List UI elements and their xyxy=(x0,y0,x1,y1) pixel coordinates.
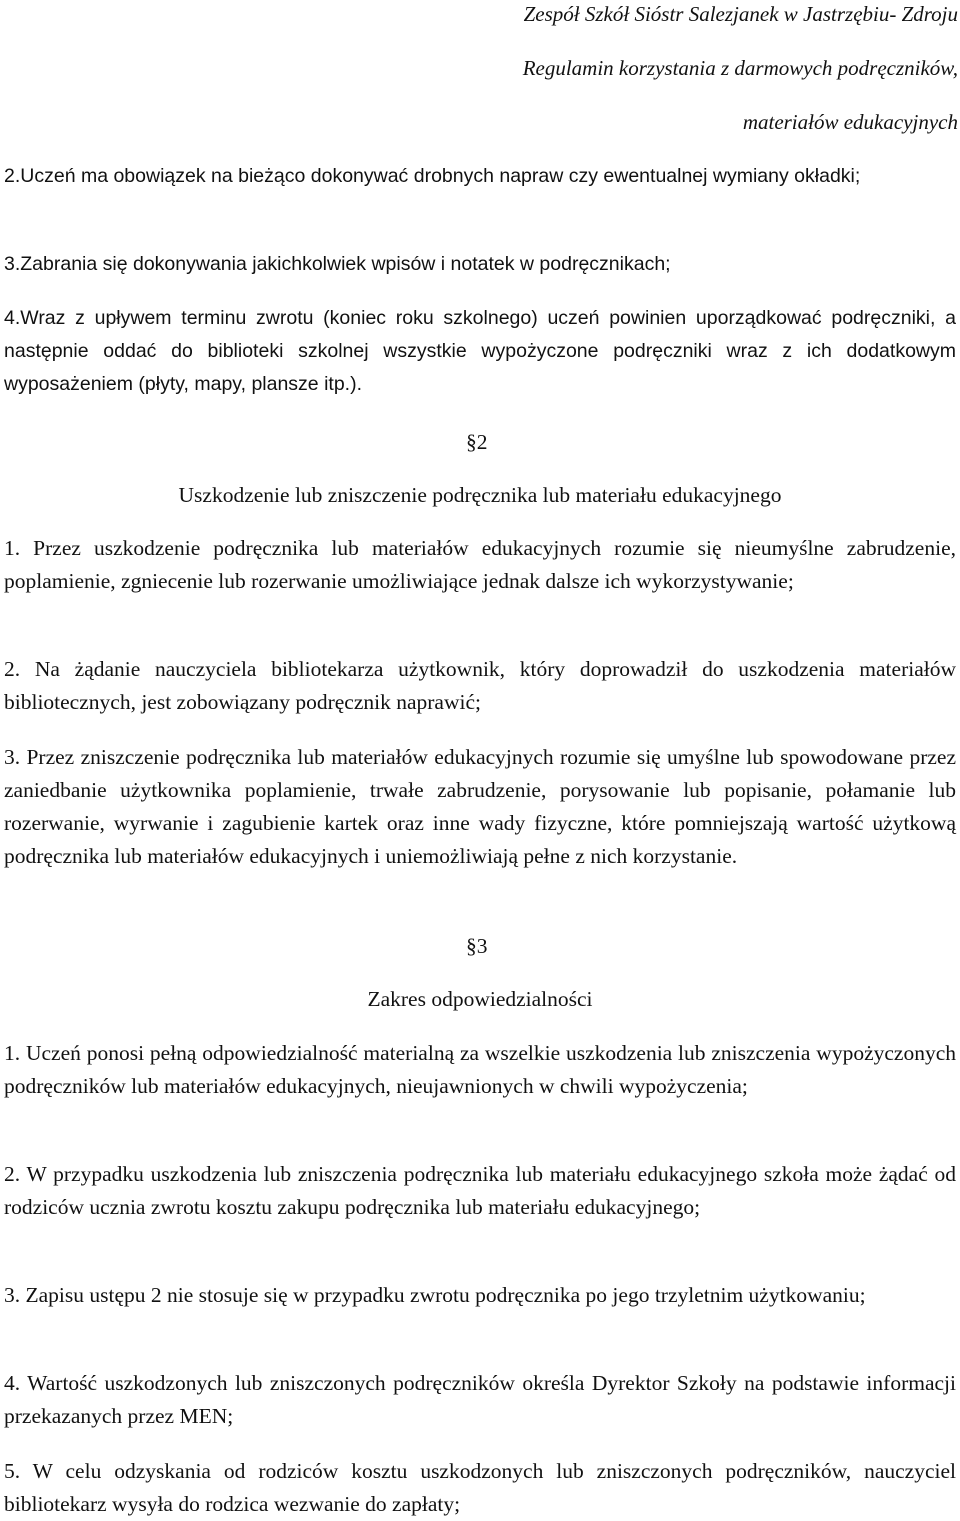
section-2-item-1: 1. Przez uszkodzenie podręcznika lub materiałów edukacyjnych rozumie się nieumyślne zabrudzenie, poplamienie, zgniecenie lub rozerwanie umożliwiające jednak dalsze ich wykorzystywanie; xyxy=(4,536,956,593)
intro-item-2: 2.Uczeń ma obowiązek na bieżąco dokonywać drobnych napraw czy ewentualnej wymiany okładki; xyxy=(4,165,861,187)
header-school-name: Zespół Szkół Sióstr Salezjanek w Jastrzębiu- Zdroju xyxy=(523,2,958,26)
section-3-item-3: 3. Zapisu ustępu 2 nie stosuje się w przypadku zwrotu podręcznika po jego trzyletnim użytkowaniu; xyxy=(4,1283,866,1307)
section-3-item-1: 1. Uczeń ponosi pełną odpowiedzialność materialną za wszelkie uszkodzenia lub zniszczenia wypożyczonych podręczników lub materiałów edukacyjnych, nieujawnionych w chwili wypożyczenia; xyxy=(4,1041,956,1098)
section-2-item-2: 2. Na żądanie nauczyciela bibliotekarza użytkownik, który doprowadził do uszkodzenia materiałów bibliotecznych, jest zobowiązany podręcznik naprawić; xyxy=(4,657,956,714)
section-3-symbol: §3 xyxy=(466,934,488,958)
section-3-title: Zakres odpowiedzialności xyxy=(367,987,593,1011)
section-3-item-2: 2. W przypadku uszkodzenia lub zniszczenia podręcznika lub materiału edukacyjnego szkoła może żądać od rodziców ucznia zwrotu kosztu zakupu podręcznika lub materiału edukacyjnego; xyxy=(4,1162,956,1219)
section-2-title: Uszkodzenie lub zniszczenie podręcznika lub materiału edukacyjnego xyxy=(178,483,782,507)
section-2-item-3: 3. Przez zniszczenie podręcznika lub materiałów edukacyjnych rozumie się umyślne lub spowodowane przez zaniedbanie użytkownika poplamienie, trwałe zabrudzenie, porysowanie lub popisanie, połamanie lub rozerwanie, wyrwanie i zagubienie kartek oraz inne wady fizyczne, które pomniejszają wartość użytkową podręcznika lub materiałów edukacyjnych i uniemożliwiają pełne z nich korzystanie. xyxy=(4,745,956,868)
intro-item-3: 3.Zabrania się dokonywania jakichkolwiek wpisów i notatek w podręcznikach; xyxy=(4,253,671,275)
intro-item-4: 4.Wraz z upływem terminu zwrotu (koniec roku szkolnego) uczeń powinien uporządkować podręczniki, a następnie oddać do biblioteki szkolnej wszystkie wypożyczone podręczniki wraz z ich dodatkowym wyposażeniem (płyty, mapy, plansze itp.). xyxy=(4,307,956,395)
header-regulation-subtitle: materiałów edukacyjnych xyxy=(742,110,958,134)
section-3-item-4: 4. Wartość uszkodzonych lub zniszczonych podręczników określa Dyrektor Szkoły na podstawie informacji przekazanych przez MEN; xyxy=(4,1371,956,1428)
section-2-symbol: §2 xyxy=(466,430,488,454)
section-3-item-5: 5. W celu odzyskania od rodziców kosztu uszkodzonych lub zniszczonych podręczników, nauczyciel bibliotekarz wysyła do rodzica wezwanie do zapłaty; xyxy=(4,1459,956,1516)
header-regulation-title: Regulamin korzystania z darmowych podręczników, xyxy=(522,56,958,80)
